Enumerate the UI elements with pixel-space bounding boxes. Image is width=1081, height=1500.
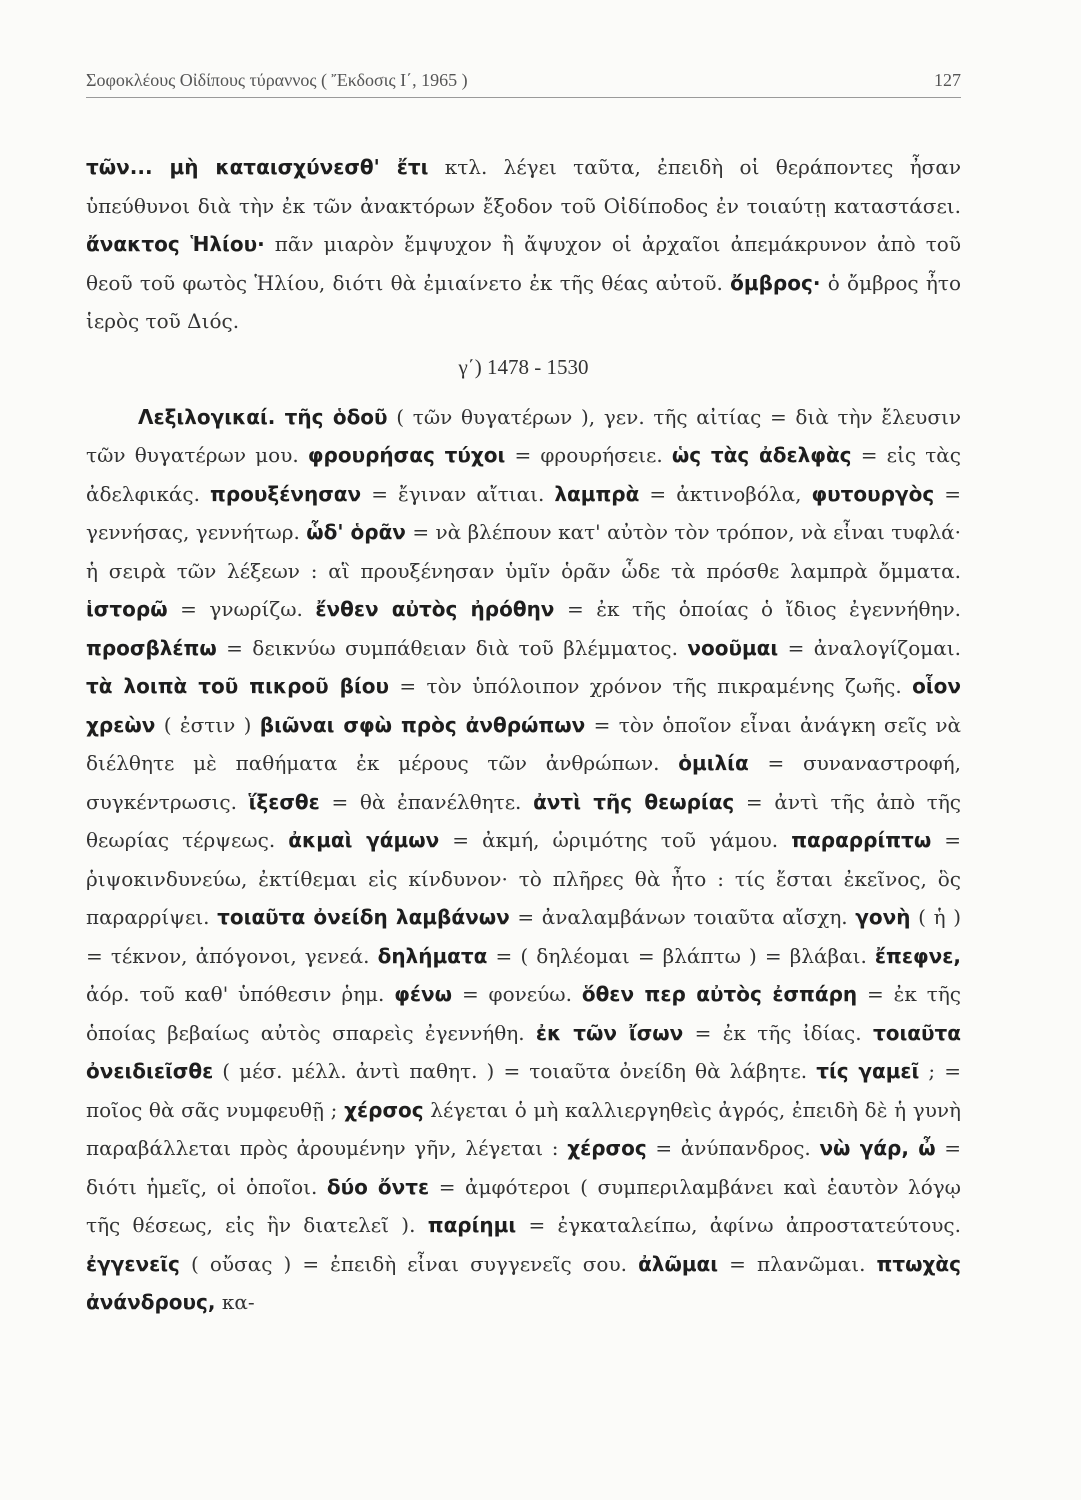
gloss-text: = ( δηλέομαι = βλάπτω ) = βλάβαι. bbox=[487, 943, 875, 968]
running-head bbox=[86, 70, 961, 98]
gloss-text: = συναναστροφή, συγκέντρωσις. bbox=[86, 751, 961, 814]
lemma: ἔπεφνε, bbox=[874, 943, 961, 968]
lemma: χέρσος bbox=[344, 1097, 424, 1122]
lemma: ὧδ' ὁρᾶν bbox=[306, 520, 406, 544]
lemma: ὡς τὰς ἀδελφὰς bbox=[671, 443, 852, 467]
lemma: προσβλέπω bbox=[86, 635, 217, 660]
running-title: Σοφοκλέους Οἰδίπους τύραννος ( Ἔκδοσις Ι΄, 1965 ) bbox=[86, 70, 468, 90]
lemma: ὅθεν περ αὐτὸς ἐσπάρη bbox=[581, 982, 858, 1006]
lemma: πτωχὰς ἀνάνδρους, bbox=[86, 1251, 961, 1314]
lemma: προυξένησαν bbox=[210, 481, 362, 506]
gloss-text: = φρουρήσειε. bbox=[505, 443, 672, 467]
lemma: λαμπρὰ bbox=[554, 481, 640, 506]
page-body bbox=[86, 148, 961, 1322]
gloss-text: = ἐκ τῆς ὁποίας ὁ ἴδιος ἐγεννήθην. bbox=[554, 597, 961, 621]
lemma: τίς γαμεῖ bbox=[816, 1059, 920, 1083]
commentary-paragraph bbox=[86, 148, 961, 341]
gloss-text: = ῥιψοκινδυνεύω, ἐκτίθεμαι εἰς κίνδυνον· τὸ πλῆρες θὰ ἦτο : τίς ἔσται ἐκεῖνος, ὃς παραρρίψει. bbox=[86, 828, 962, 929]
gloss-text: = ἀμφότεροι ( συμπεριλαμβάνει καὶ ἑαυτὸν λόγῳ τῆς θέσεως, εἰς ἣν διατελεῖ ). bbox=[86, 1174, 961, 1237]
gloss-text: = φονεύω. bbox=[452, 982, 582, 1006]
gloss-text: = τὸν ὁποῖον εἶναι ἀνάγκη σεῖς νὰ διέλθητε μὲ παθήματα ἐκ μέρους τῶν ἀνθρώπων. bbox=[86, 712, 961, 775]
lemma: ἀκμαὶ γάμων bbox=[288, 828, 440, 852]
lemma: Λεξιλογικαί. τῆς ὁδοῦ bbox=[138, 404, 388, 429]
gloss-text: = εἰς τὰς ἀδελφικάς. bbox=[86, 443, 961, 506]
gloss-text: ὁ ὄμβρος ἦτο ἱερὸς τοῦ Διός. bbox=[86, 270, 961, 333]
gloss-text: ( ἐστιν ) bbox=[155, 712, 260, 737]
gloss-text: = νὰ βλέπουν κατ' αὐτὸν τὸν τρόπον, νὰ εἶναι τυφλά· ἡ σειρὰ τῶν λέξεων : αἳ προυξένησαν ὑμῖν ὁρᾶν ὧδε τὰ πρόσθε λαμπρὰ ὄμματα. bbox=[86, 520, 961, 583]
lemma: ἄνακτος Ἡλίου· bbox=[86, 232, 265, 256]
gloss-text: = δεικνύω συμπάθειαν διὰ τοῦ βλέμματος. bbox=[216, 635, 688, 660]
lemma: τοιαῦτα ὀνείδη λαμβάνων bbox=[217, 905, 510, 929]
lemma: ἀντὶ τῆς θεωρίας bbox=[533, 789, 735, 814]
gloss-text: = ἀκμή, ὡριμότης τοῦ γάμου. bbox=[439, 828, 792, 852]
lemma: ὄμβρος· bbox=[730, 270, 821, 295]
lemma: νὼ γάρ, ὦ bbox=[819, 1136, 936, 1160]
lemma: τῶν... μὴ καταισχύνεσθ' ἔτι bbox=[86, 155, 429, 179]
lemma: γονὴ bbox=[855, 905, 911, 929]
gloss-text: = ἀντὶ τῆς ἀπὸ τῆς θεωρίας τέρψεως. bbox=[86, 789, 961, 852]
gloss-text: πᾶν μιαρὸν ἔμψυχον ἢ ἄψυχον οἱ ἀρχαῖοι ἀπεμάκρυνον ἀπὸ τοῦ θεοῦ τοῦ φωτὸς Ἡλίου, διότι θὰ ἐμιαίνετο ἐκ τῆς θέας αὐτοῦ. bbox=[86, 232, 961, 295]
lemma: δύο ὄντε bbox=[326, 1174, 430, 1199]
gloss-text: ἀόρ. τοῦ καθ' ὑπόθεσιν ῥημ. bbox=[86, 982, 395, 1006]
lemma: φυτουργὸς bbox=[811, 481, 935, 506]
lemma: χέρσος bbox=[567, 1136, 647, 1160]
lemma: παραρρίπτω bbox=[791, 828, 932, 852]
gloss-text: = διότι ἡμεῖς, οἱ ὁποῖοι. bbox=[86, 1136, 962, 1199]
lemma: τοιαῦτα ὀνειδιεῖσθε bbox=[86, 1020, 961, 1083]
lemma: τὰ λοιπὰ τοῦ πικροῦ βίου bbox=[86, 674, 390, 698]
lemma: ἵξεσθε bbox=[248, 789, 320, 814]
gloss-text: ( ἡ ) = τέκνον, ἀπόγονοι, γενεά. bbox=[86, 905, 961, 968]
lemma: παρίημι bbox=[427, 1213, 517, 1237]
gloss-text: = ἐκ τῆς ἰδίας. bbox=[683, 1020, 873, 1045]
lemma: ἱστορῶ bbox=[86, 597, 168, 621]
gloss-text: = ἀκτινοβόλα, bbox=[639, 481, 812, 506]
gloss-text: = ἐγκαταλείπω, ἀφίνω ἀπροστατεύτους. bbox=[516, 1213, 961, 1237]
gloss-text: = πλανῶμαι. bbox=[718, 1251, 877, 1276]
page-number: 127 bbox=[934, 70, 961, 90]
lemma: βιῶναι σφὼ πρὸς ἀνθρώπων bbox=[259, 712, 586, 737]
lemma: δηλήματα bbox=[377, 943, 488, 968]
gloss-text: ; = ποῖος θὰ σᾶς νυμφευθῇ ; bbox=[86, 1059, 962, 1122]
gloss-text: = τὸν ὑπόλοιπον χρόνον τῆς πικραμένης ζωῆς. bbox=[389, 674, 913, 698]
gloss-text: = ἀναλογίζομαι. bbox=[778, 635, 961, 660]
gloss-text: = ἀναλαμβάνων τοιαῦτα αἴσχη. bbox=[509, 905, 856, 929]
lemma: φρουρήσας τύχοι bbox=[307, 443, 506, 467]
lemma: οἷον χρεὼν bbox=[86, 674, 962, 737]
lemma: ἐγγενεῖς bbox=[86, 1251, 180, 1276]
gloss-text: = ἀνύπανδρος. bbox=[646, 1136, 820, 1160]
lemma: φένω bbox=[394, 982, 453, 1006]
gloss-text: = θὰ ἐπανέλθητε. bbox=[319, 789, 534, 814]
lemma: ὁμιλία bbox=[678, 751, 749, 775]
lemma: ἔνθεν αὐτὸς ἠρόθην bbox=[315, 597, 555, 621]
gloss-text: ( οὔσας ) = ἐπειδὴ εἶναι συγγενεῖς σου. bbox=[179, 1251, 639, 1276]
gloss-text: κτλ. λέγει ταῦτα, ἐπειδὴ οἱ θεράποντες ἦσαν ὑπεύθυνοι διὰ τὴν ἐκ τῶν ἀνακτόρων ἔξοδον τοῦ Οἰδίποδος ἐν τοιαύτῃ καταστάσει. bbox=[86, 155, 961, 218]
gloss-text: λέγεται ὁ μὴ καλλιεργηθεὶς ἀγρός, ἐπειδὴ δὲ ἡ γυνὴ παραβάλλεται πρὸς ἀρουμένην γῆν, λέγεται : bbox=[86, 1097, 961, 1160]
gloss-text: = ἐκ τῆς ὁποίας βεβαίως αὐτὸς σπαρεὶς ἐγεννήθη. bbox=[86, 982, 961, 1045]
gloss-text: ( τῶν θυγατέρων ), γεν. τῆς αἰτίας = διὰ τὴν ἔλευσιν τῶν θυγατέρων μου. bbox=[86, 404, 961, 467]
lemma: νοοῦμαι bbox=[687, 635, 779, 660]
vocabulary-paragraph bbox=[86, 398, 961, 1322]
gloss-text: = ἔγιναν αἴτιαι. bbox=[361, 481, 555, 506]
section-heading: γ΄) 1478 - 1530 bbox=[458, 354, 589, 379]
gloss-text: κα- bbox=[215, 1290, 255, 1314]
gloss-text: = γεννήσας, γεννήτωρ. bbox=[86, 481, 961, 544]
lemma: ἀλῶμαι bbox=[638, 1251, 719, 1276]
lemma: ἐκ τῶν ἴσων bbox=[535, 1020, 684, 1045]
gloss-text: = γνωρίζω. bbox=[167, 597, 316, 621]
gloss-text: ( μέσ. μέλλ. ἀντὶ παθητ. ) = τοιαῦτα ὀνείδη θὰ λάβητε. bbox=[213, 1059, 817, 1083]
